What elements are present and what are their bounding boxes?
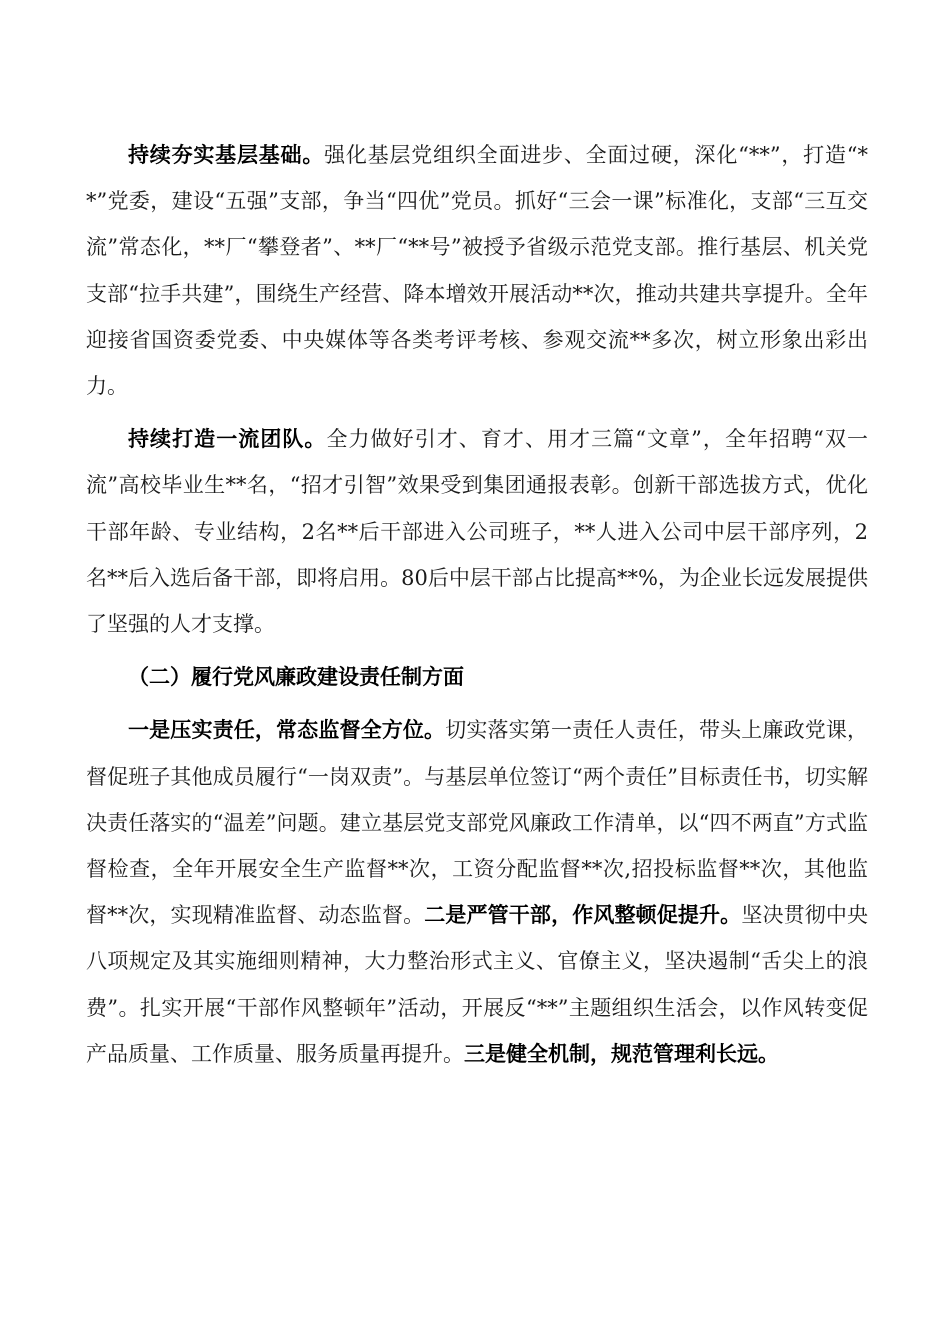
paragraph-lead: 持续夯实基层基础。 bbox=[128, 142, 325, 167]
section-heading: （二）履行党风廉政建设责任制方面 bbox=[128, 664, 464, 690]
paragraph-text: 切实落实第一责任人责任，带头上廉政党课，督促班子其他成员履行“一岗双责”。与基层单位签订“两个责任”目标责任书，切实解决责任落实的“温差”问题。建立基层党支部党风廉政工作清单，以“四不两直”方式监督检查，全年开展安全生产监督**次，工资分配监督**次,招投标监督**次，其他监督**次，实现精准监督、动态监督。 bbox=[86, 718, 869, 928]
paragraph-text: 全力做好引才、育才、用才三篇“文章”，全年招聘“双一流”高校毕业生**名，“招才引智”效果受到集团通报表彰。创新干部选拔方式，优化干部年龄、专业结构，2名**后干部进入公司班子，**人进入公司中层干部序列，2名**后入选后备干部，即将启用。80后中层干部占比提高**%，为企业长远发展提供了坚强的人才支撑。 bbox=[86, 427, 868, 637]
paragraph-team bbox=[86, 416, 868, 647]
paragraph-lead: 一是压实责任，常态监督全方位。 bbox=[128, 717, 446, 743]
paragraph-lead: 三是健全机制，规范管理利长远。 bbox=[464, 1040, 779, 1066]
paragraph-text: 强化基层党组织全面进步、全面过硬，深化“**”，打造“**”党委，建设“五强”支部，争当“四优”党员。抓好“三会一课”标准化，支部“三互交流”常态化，**厂“攀登者”、**厂“**号”被授予省级示范党支部。推行基层、机关党支部“拉手共建”，围绕生产经营、降本增效开展活动**次，推动共建共享提升。全年迎接省国资委党委、中央媒体等各类考评考核、参观交流**多次，树立形象出彩出力。 bbox=[86, 143, 869, 399]
paragraph-responsibility bbox=[86, 707, 868, 1077]
paragraph-text: 坚决贯彻中央八项规定及其实施细则精神，大力整治形式主义、官僚主义，坚决遏制“舌尖上的浪费”。扎实开展“干部作风整顿年”活动，开展反“**”主题组织生活会，以作风转变促产品质量、工作质量、服务质量再提升。 bbox=[86, 903, 869, 1066]
paragraph-lead: 二是严管干部，作风整顿促提升。 bbox=[424, 902, 742, 928]
document-body bbox=[86, 132, 868, 1084]
paragraph-grassroots bbox=[86, 132, 868, 409]
paragraph-lead: 持续打造一流团队。 bbox=[128, 426, 327, 452]
